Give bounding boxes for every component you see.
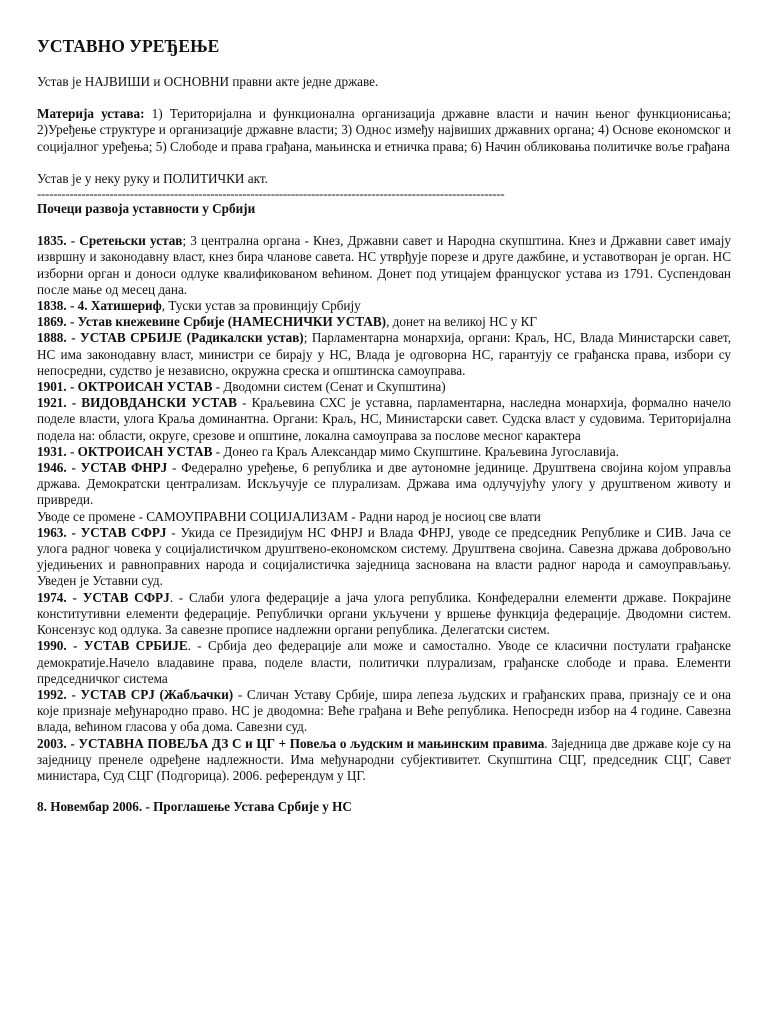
entries-list [37,233,731,784]
list-item: 1963. - УСТАВ СФРЈ - Укида се Президијум НС ФНРЈ и Влада ФНРЈ, уводе се председник Републике и СИВ. Јача се улога радног човека у социјалистичком друштвено-економском систему. Друштвена својина. Савезна држава добровољно уједињених и равноправних народа и социјалистичка заједница заснована на власти радног народа и самоуправљању. Уведен је Уставни суд. [37,524,731,589]
materija-label: Материја устава: [37,106,145,122]
list-item: 2003. - УСТАВНА ПОВЕЉА ДЗ С и ЦГ + Повеља о људским и мањинским правима. Заједница две државе које су на заједницу пренеле одређене надлежности. Има међународни субјективитет. Скупштина СЦГ, председник СЦГ, Савет министара, Суд СЦГ (Подгорица). 2006. референдум у ЦГ. [37,735,732,783]
list-item: 1835. - Сретењски устав; 3 централна органа - Кнез, Државни савет и Народна скупштина. Кнез и Државни савет имају извршну и законодавну власт, кнез бира чланове савета. НС утврђује порезе и друге дажбине, и уставотворан је орган. НС изборни орган и доноси одлуке квалификованом већином. Донет под утицајем француског устава из 1791. Суспендован после мање од месец дана. [37,233,732,297]
list-item: 1992. - УСТАВ СРЈ (Жабљачки) - Сличан Уставу Србије, шира лепеза људских и грађанских права, признају се и она које признаје међународно право. НС је дводомна: Веће грађана и Веће република. Непосредн избор на 4 године. Савезна влада, већином гласова у оба дома. Савезни суд. [37,686,731,735]
document-page [37,36,731,815]
list-item: 1888. - УСТАВ СРБИЈЕ (Радикалски устав); Парламентарна монархија, органи: Краљ, НС, Влада Министарски савет, НС има законодавну власт, министри се бирају у НС, Влада је одговорна НС, гарантују се грађанска права, избори су непосредни, судство је независно, окружна среска и општинска самоуправа. [37,330,731,378]
list-item: 1901. - ОКТРОИСАН УСТАВ - Дводомни систем (Сенат и Скупштина) [37,379,446,395]
list-item: 1869. - Устав кнежевине Србије (НАМЕСНИЧКИ УСТАВ), донет на великој НС у КГ [37,314,538,330]
list-item: 1921. - ВИДОВДАНСКИ УСТАВ - Краљевина СХС је уставна, парламентарна, наследна монархија, формално начело поделе власти, улога Краља доминантна. Органи: Краљ, НС, Министарски савет. Судска власт у судовима. Територијална подела на: области, округе, срезове и општине, локална самоуправа за послове месног карактера [37,395,731,443]
list-item: Уводе се промене - САМОУПРАВНИ СОЦИЈАЛИЗАМ - Радни народ је носиоц све влати [37,508,541,524]
section-title: Почеци развоја уставности у Србији [37,201,256,217]
separator-line: -------------------------------------------------------------------------------------------------------------------- [37,187,505,202]
materija-text: 1) Територијална и функционална организација државне власти и начин њеног функционисања; 2)Уређење структуре и организације државне власти; 3) Однос између највиших државних органа; 4) Основе економског и социјалног уређења; 5) Слободе и права грађана, мањинска и етничка права; 6) Начин обликовања политичке воље грађана [37,106,731,154]
list-item: 1946. - УСТАВ ФНРЈ - Федерално уређење, 6 република и две аутономне јединице. Друштвена својина којом управља држава. Демократски централизам. Искључује се плурализам. Држава има одлучујућу улогу у друштвеном животу и привреди. [37,460,731,508]
list-item: 1974. - УСТАВ СФРЈ. - Слаби улога федерације а јача улога република. Конфедерални елементи државе. Покрајине конститутивни елементи федерације. Републички органи укључени у вршење функција федерације. Дводомни систем. Консензус код одлука. За савезне прописе надлежни органи република. Делегатски систем. [37,589,731,638]
document-title: УСТАВНО УРЕЂЕЊЕ [37,36,220,56]
list-item: 1838. - 4. Хатишериф, Туски устав за провинцију Србију [37,298,361,314]
intro-paragraph: Устав је НАЈВИШИ и ОСНОВНИ правни акте једне државе. [37,74,379,89]
final-line: 8. Новембар 2006. - Проглашење Устава Србије у НС [37,799,352,815]
materija-paragraph [37,106,731,155]
political-paragraph: Устав је у неку руку и ПОЛИТИЧКИ акт. [37,170,268,186]
list-item: 1990. - УСТАВ СРБИЈЕ. - Србија део федерације али може и самостално. Уводе се класични постулати грађанске демократије.Начело владавине права, поделе власти, политички плурализам, грађанске слободе и права. Елементи председничког система [37,638,731,686]
list-item: 1931. - ОКТРОИСАН УСТАВ - Донео га Краљ Александар мимо Скупштине. Краљевина Југославија. [37,443,619,459]
